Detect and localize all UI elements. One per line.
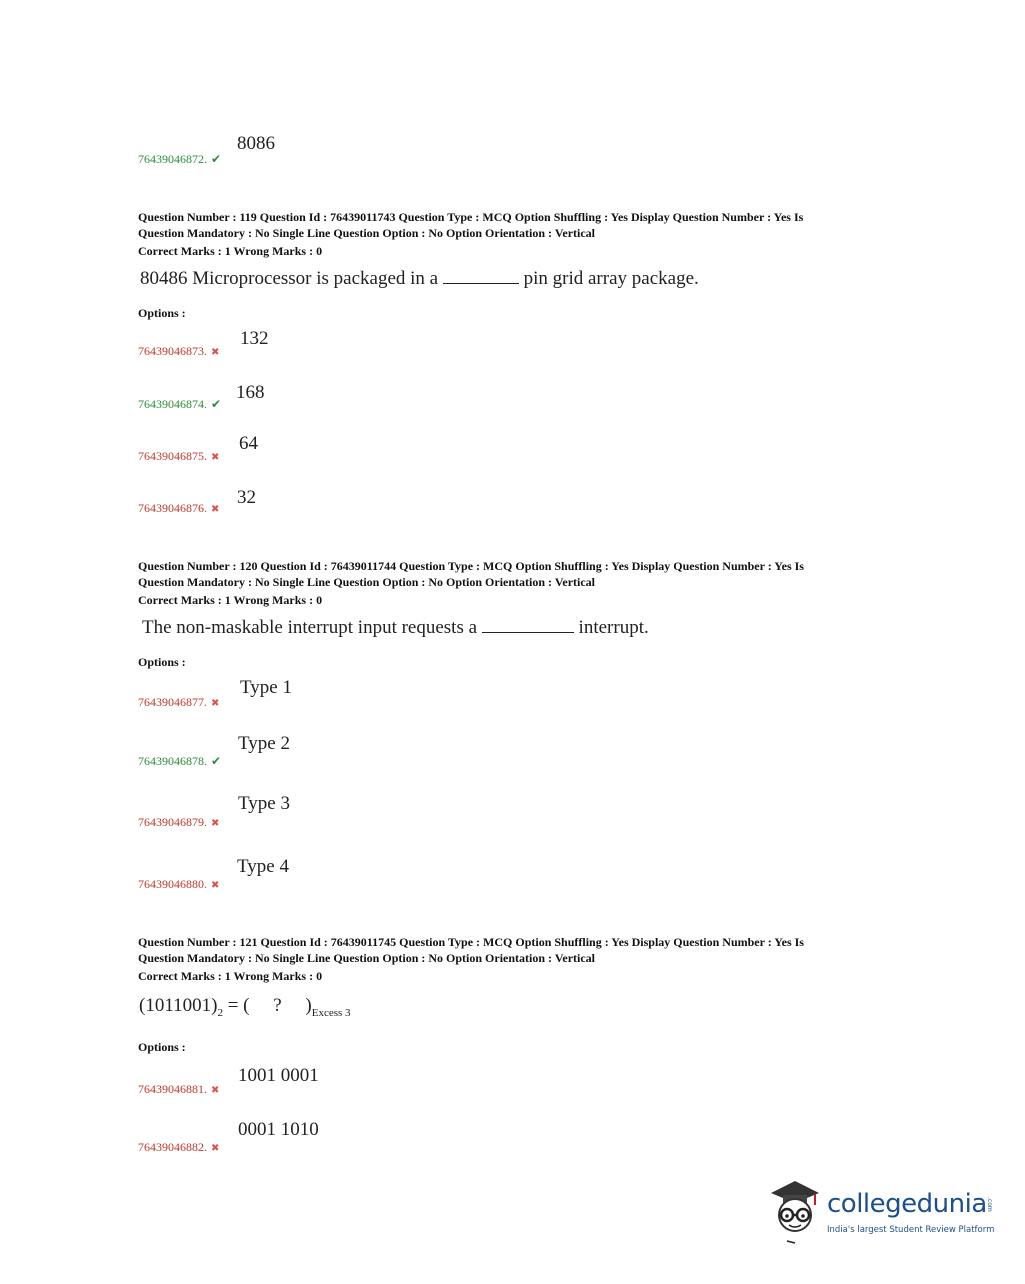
option-id-label: 76439046876.: [138, 501, 207, 515]
expr-base: 2: [217, 1006, 223, 1019]
logo-wordmark: collegedunia: [827, 1189, 987, 1219]
option-text: 132: [240, 328, 269, 349]
meta-line: Correct Marks : 1 Wrong Marks : 0: [138, 244, 323, 258]
option-text: Type 1: [240, 677, 292, 698]
meta-line: Correct Marks : 1 Wrong Marks : 0: [138, 969, 323, 983]
cross-icon: ✖: [211, 880, 220, 891]
option-id: [138, 397, 221, 412]
option-id-label: 76439046878.: [138, 754, 207, 768]
collegedunia-logo: [765, 1175, 995, 1245]
option-id: [138, 449, 219, 464]
meta-line: Question Mandatory : No Single Line Question Option : No Option Orientation : Vertical: [138, 575, 596, 589]
option-id-label: 76439046875.: [138, 449, 207, 463]
option-id-label: 76439046873.: [138, 344, 207, 358]
option-id-label: 76439046874.: [138, 397, 207, 411]
question-text-before: 80486 Microprocessor is packaged in a: [140, 268, 439, 289]
meta-line: Question Mandatory : No Single Line Question Option : No Option Orientation : Vertical: [138, 226, 596, 240]
option-text: 0001 1010: [238, 1119, 319, 1140]
logo-tagline: India's largest Student Review Platform: [827, 1225, 995, 1235]
meta-line: Correct Marks : 1 Wrong Marks : 0: [138, 593, 323, 607]
question-119-text: [140, 268, 699, 290]
option-text: Type 4: [237, 856, 289, 877]
option-text: 64: [239, 433, 258, 454]
option-id: [138, 1082, 219, 1097]
option-id: [138, 152, 221, 167]
question-text-before: The non-maskable interrupt input requests a: [142, 617, 478, 638]
answer-blank: [482, 618, 574, 633]
check-icon: ✔: [211, 754, 222, 768]
cross-icon: ✖: [211, 504, 220, 515]
question-121-expression: [139, 995, 351, 1019]
option-id: [138, 344, 219, 359]
meta-line: Question Number : 121 Question Id : 76439011745 Question Type : MCQ Option Shuffling : Yes Display Question Number : Yes Is: [138, 935, 804, 949]
option-id: [138, 754, 221, 769]
cross-icon: ✖: [211, 698, 220, 709]
expr-number: (1011001): [139, 995, 218, 1016]
option-id-label: 76439046877.: [138, 695, 207, 709]
meta-line: Question Number : 120 Question Id : 76439011744 Question Type : MCQ Option Shuffling : Yes Display Question Number : Yes Is: [138, 559, 804, 573]
cross-icon: ✖: [211, 1143, 220, 1154]
option-text: Type 2: [238, 733, 290, 754]
option-id-label: 76439046880.: [138, 877, 207, 891]
question-121-meta: [138, 934, 804, 984]
cross-icon: ✖: [211, 347, 220, 358]
option-text: 8086: [237, 133, 275, 154]
check-icon: ✔: [211, 152, 222, 166]
option-id-label: 76439046882.: [138, 1140, 207, 1154]
question-text-after: pin grid array package.: [523, 268, 699, 289]
cross-icon: ✖: [211, 818, 220, 829]
option-text: 168: [236, 382, 265, 403]
question-120-meta: [138, 558, 804, 608]
option-text: 32: [237, 487, 256, 508]
meta-line: Question Mandatory : No Single Line Question Option : No Option Orientation : Vertical: [138, 951, 596, 965]
answer-blank: [443, 269, 519, 284]
meta-line: Question Number : 119 Question Id : 76439011743 Question Type : MCQ Option Shuffling : Yes Display Question Number : Yes Is: [138, 210, 804, 224]
question-119-meta: [138, 209, 803, 259]
options-label: Options :: [138, 1040, 186, 1054]
mascot-icon: [765, 1175, 825, 1245]
option-id: [138, 1140, 219, 1155]
options-label: Options :: [138, 655, 186, 669]
option-id: [138, 815, 219, 830]
expr-subscript: Excess 3: [311, 1006, 351, 1019]
option-id-label: 76439046881.: [138, 1082, 207, 1096]
cross-icon: ✖: [211, 1085, 220, 1096]
option-id: [138, 695, 219, 710]
logo-domain: .com: [986, 1197, 993, 1212]
option-id: [138, 501, 219, 516]
option-text: 1001 0001: [238, 1065, 319, 1086]
options-label: Options :: [138, 306, 186, 320]
option-id-label: 76439046872.: [138, 152, 207, 166]
option-id: [138, 877, 219, 892]
cross-icon: ✖: [211, 452, 220, 463]
option-text: Type 3: [238, 793, 290, 814]
expr-mid: = ( ? ): [222, 995, 312, 1016]
question-text-after: interrupt.: [578, 617, 649, 638]
option-id-label: 76439046879.: [138, 815, 207, 829]
question-120-text: [142, 617, 649, 639]
check-icon: ✔: [211, 397, 222, 411]
